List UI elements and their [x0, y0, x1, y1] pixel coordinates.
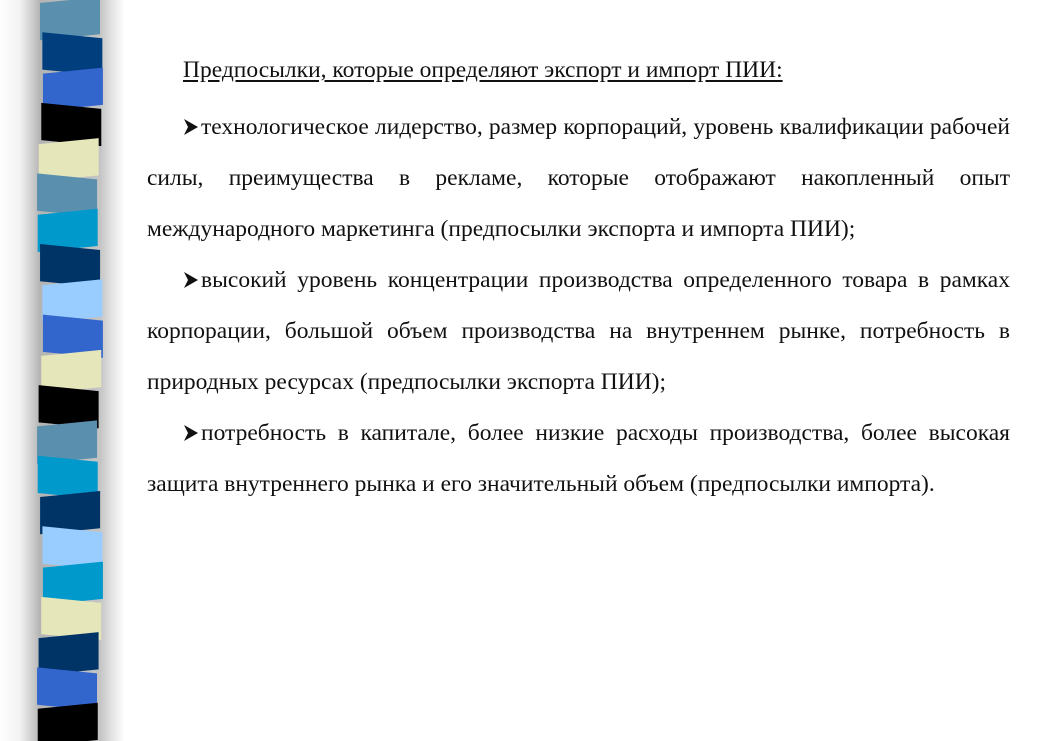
list-item-3: [147, 408, 1010, 510]
ribbon-stripe: [38, 703, 98, 741]
list-item-text: технологическое лидерство, размер корпораций, уровень квалификации рабочей силы, преимущества в рекламе, которые отображают накопленный опыт международного маркетинга (предпосылки экспорта и импорта ПИИ);: [147, 114, 1010, 242]
list-item-2: [147, 255, 1010, 408]
decorative-ribbon: [36, 0, 104, 741]
list-item-1: [147, 102, 1010, 255]
arrowhead-bullet-icon: [183, 408, 201, 459]
slide-content: [147, 52, 1010, 510]
list-item-text: высокий уровень концентрации производства определенного товара в рамках корпорации, большой объем производства на внутреннем рынке, потребность в природных ресурсах (предпосылки экспорта ПИИ);: [147, 267, 1010, 395]
arrowhead-bullet-icon: [183, 102, 201, 153]
ribbon-stripes: [36, 0, 104, 741]
slide-title: Предпосылки, которые определяют экспорт и импорт ПИИ:: [183, 57, 783, 83]
list-item-text: потребность в капитале, более низкие расходы производства, более высокая защита внутреннего рынка и его значительный объем (предпосылки импорта).: [147, 420, 1010, 497]
arrowhead-bullet-icon: [183, 255, 201, 306]
